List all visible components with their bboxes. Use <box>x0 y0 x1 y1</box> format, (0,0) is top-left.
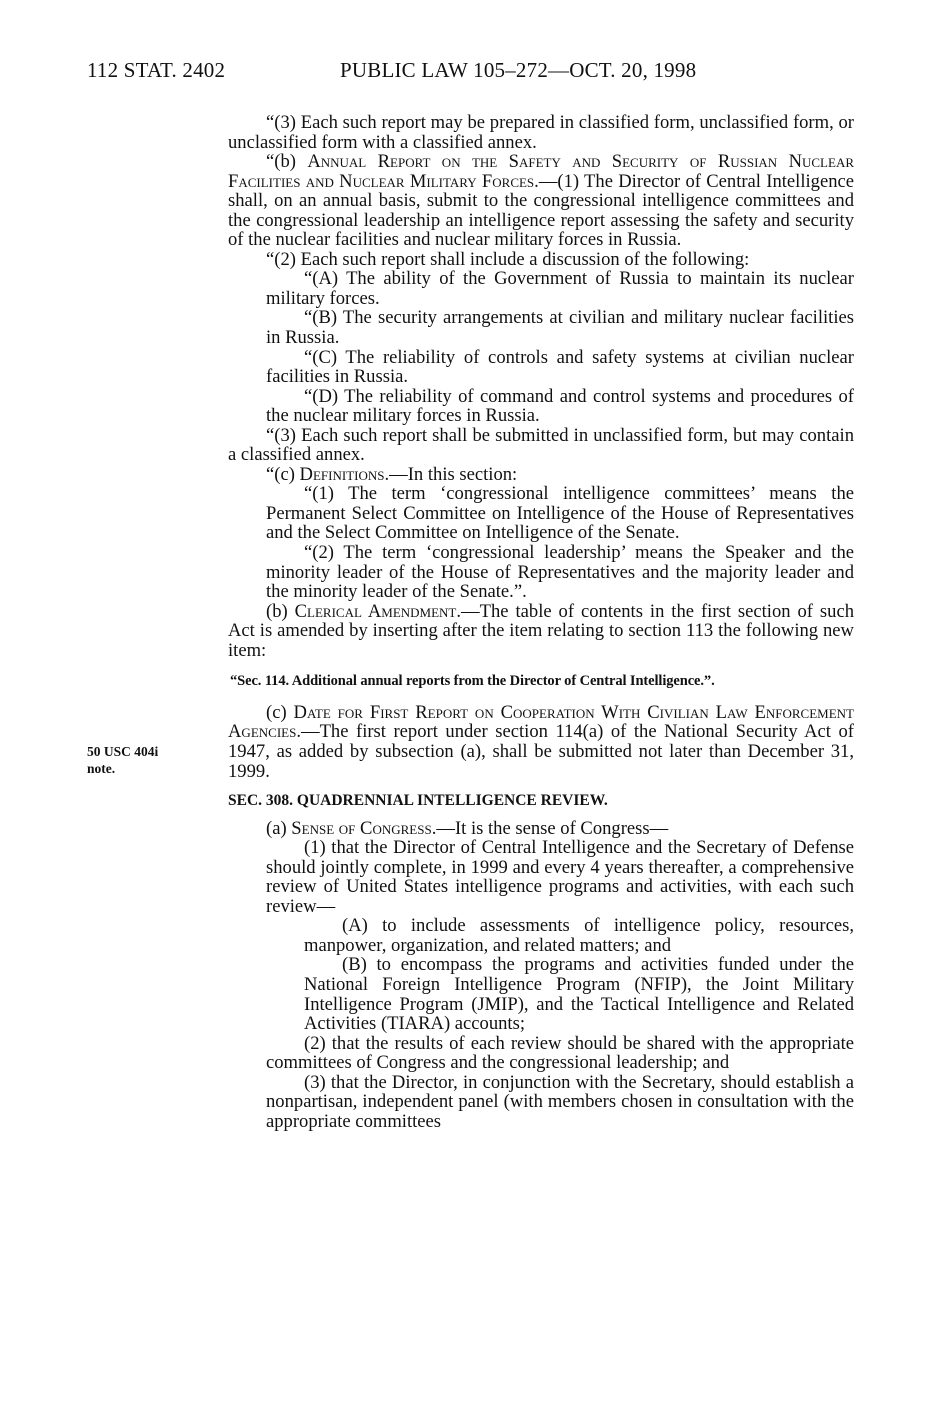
paragraph: (2) that the results of each review should be shared with the appropriate committees of Congress and the congressional leadership; and <box>266 1032 854 1074</box>
paragraph-text: —In this section: <box>389 463 518 485</box>
paragraph: “(1) The term ‘congressional intelligence committees’ means the Permanent Select Committee on Intelligence of the House of Representatives and the Select Committee on Intelligence of the Senate. <box>266 483 854 544</box>
paragraph-lead: “(b) <box>266 151 308 173</box>
paragraph: (1) that the Director of Central Intelligence and the Secretary of Defense should jointly complete, in 1999 and every 4 years thereafter, a comprehensive review of United States intelligence programs and activities, with each such review— <box>266 837 854 917</box>
table-of-contents-item: “Sec. 114. Additional annual reports from the Director of Central Intelligence.”. <box>230 673 715 690</box>
paragraph <box>228 703 854 781</box>
paragraph <box>228 602 854 661</box>
page-stat-citation: 112 STAT. 2402 <box>87 58 226 82</box>
subsection-heading: Sense of Congress. <box>291 817 437 839</box>
section-heading: SEC. 308. QUADRENNIAL INTELLIGENCE REVIEW. <box>228 792 608 810</box>
paragraph <box>228 819 854 839</box>
paragraph-text: —(1) The Director of Central Intelligence shall, on an annual basis, submit to the congressional intelligence committees and the congressional leadership an intelligence report assessing the safety and security of the nuclear facilities and nuclear military forces in Russia. <box>228 170 855 251</box>
paragraph: “(A) The ability of the Government of Russia to maintain its nuclear military forces. <box>266 268 854 309</box>
paragraph: “(B) The security arrangements at civilian and military nuclear facilities in Russia. <box>266 307 854 349</box>
subsection-heading: Annual Report on the Safety and Security of Russian Nuclear Facilities and Nuclear Military Forces. <box>228 151 854 192</box>
paragraph-text: —The table of contents in the first section of such Act is amended by inserting after the item relating to section 113 the following new item: <box>228 600 854 661</box>
paragraph: “(C) The reliability of controls and safety systems at civilian nuclear facilities in Russia. <box>266 346 854 388</box>
paragraph <box>228 465 854 485</box>
margin-note-suffix: note. <box>87 761 116 776</box>
paragraph-text: —The first report under section 114(a) of the National Security Act of 1947, as added by subsection (a), shall be submitted not later than December 31, 1999. <box>228 721 854 782</box>
paragraph: (B) to encompass the programs and activities funded under the National Foreign Intelligence Program (NFIP), the Joint Military Intelligence Program (JMIP), and the Tactical Intelligence and Related Activities (TIARA) accounts; <box>304 954 854 1035</box>
paragraph <box>228 152 854 250</box>
paragraph: (A) to include assessments of intelligence policy, resources, manpower, organization, and related matters; and <box>304 915 854 956</box>
margin-note <box>87 743 197 777</box>
subsection-heading: Date for First Report on Cooperation With Civilian Law Enforcement Agencies. <box>228 701 854 743</box>
paragraph-lead: (c) <box>266 701 294 723</box>
running-header: PUBLIC LAW 105–272—OCT. 20, 1998 <box>340 58 697 82</box>
subsection-heading: Clerical Amendment. <box>294 600 462 622</box>
paragraph-lead: (b) <box>266 600 295 622</box>
paragraph: “(3) Each such report may be prepared in classified form, unclassified form, or unclassified form with a classified annex. <box>228 112 854 153</box>
paragraph-lead: “(c) <box>266 463 300 485</box>
paragraph: “(3) Each such report shall be submitted in unclassified form, but may contain a classified annex. <box>228 424 854 466</box>
subsection-heading: Definitions. <box>299 463 390 485</box>
paragraph: “(2) The term ‘congressional leadership’ means the Speaker and the minority leader of the House of Representatives and the majority leader and the minority leader of the Senate.”. <box>266 542 854 603</box>
paragraph: “(2) Each such report shall include a discussion of the following: <box>266 248 750 270</box>
paragraph: (3) that the Director, in conjunction with the Secretary, should establish a nonpartisan, independent panel (with members chosen in consultation with the appropriate committees <box>266 1071 854 1132</box>
paragraph-text: —It is the sense of Congress— <box>436 817 669 839</box>
body-text <box>228 113 854 1131</box>
paragraph: “(D) The reliability of command and control systems and procedures of the nuclear military forces in Russia. <box>266 385 854 427</box>
margin-note-citation: 50 USC 404i <box>87 744 159 759</box>
paragraph-lead: (a) <box>266 817 292 839</box>
